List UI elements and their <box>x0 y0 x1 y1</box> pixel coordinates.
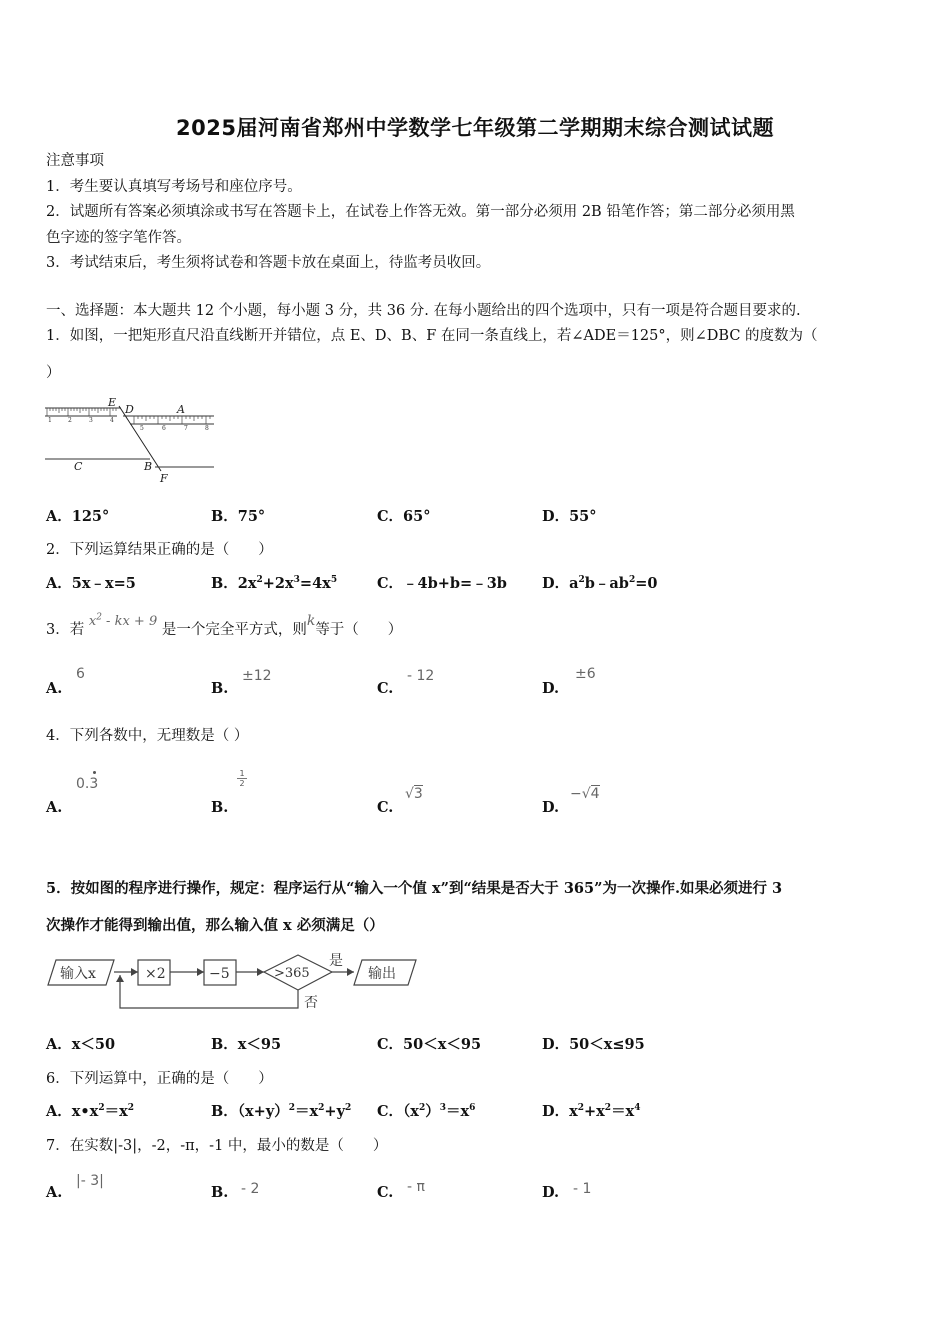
flow-input-text: 输入x <box>60 966 96 982</box>
q1-stem-end: ） <box>46 365 61 381</box>
q4-label-a[interactable]: A. <box>46 799 63 816</box>
label-a: A <box>177 403 185 416</box>
q5-option-c[interactable]: C．50＜x＜95 <box>377 1036 482 1053</box>
q3-label-b[interactable]: B. <box>211 680 229 697</box>
q2-option-c[interactable]: C．﹣4b+b=﹣3b <box>377 575 507 592</box>
q3-label-d[interactable]: D. <box>542 680 560 697</box>
q1-option-c[interactable]: C．65° <box>377 508 431 525</box>
q2-stem: 2．下列运算结果正确的是（ ） <box>46 542 273 558</box>
q5-flowchart <box>46 950 421 1016</box>
q6-option-b[interactable]: B．$(x+y)^2=x^2+y^2$ <box>211 1103 352 1120</box>
q3-value-d: ±6 <box>575 666 596 682</box>
q6-option-c[interactable]: C．$(x^2)^3=x^6$ <box>377 1103 476 1120</box>
q4-stem: 4．下列各数中，无理数是（ ） <box>46 728 249 744</box>
tick-label: 8 <box>205 425 209 432</box>
q6-option-a[interactable]: A．$x•x^2=x^2$ <box>46 1103 134 1120</box>
tick-label: 4 <box>110 417 114 424</box>
q4-label-c[interactable]: C. <box>377 799 394 816</box>
q3-value-c: - 12 <box>407 668 435 684</box>
q3-stem: 3．若 $x^2$ - kx + 9 是一个完全平方式，则k等于（ ） <box>46 612 403 638</box>
notice-item-3: 3．考试结束后，考生须将试卷和答题卡放在桌面上，待监考员收回。 <box>46 255 491 271</box>
page-title: 2025届河南省郑州中学数学七年级第二学期期末综合测试试题 <box>176 116 774 140</box>
notice-heading: 注意事项 <box>46 153 104 169</box>
q7-label-b[interactable]: B. <box>211 1184 229 1201</box>
repeating-dot <box>93 771 96 774</box>
flow-op2-text: −5 <box>209 966 230 982</box>
flow-yes-text: 是 <box>329 953 343 969</box>
flow-op1-text: ×2 <box>145 966 166 982</box>
notice-item-2a: 2．试题所有答案必须填涂或书写在答题卡上，在试卷上作答无效。第一部分必须用 2B 铅笔作答；第二部分必须用黑 <box>46 204 795 220</box>
tick-label: 7 <box>184 425 188 432</box>
q7-value-d: - 1 <box>573 1181 592 1197</box>
q7-stem: 7．在实数|-3|，-2，-π，-1 中，最小的数是（ ） <box>46 1138 388 1154</box>
q7-label-c[interactable]: C. <box>377 1184 394 1201</box>
q4-value-d: −√4 <box>570 786 600 802</box>
q4-value-a: 0.3 <box>76 776 99 792</box>
q7-label-a[interactable]: A. <box>46 1184 63 1201</box>
q7-value-c: - π <box>407 1179 425 1195</box>
label-e: E <box>108 396 117 409</box>
q3-label-a[interactable]: A. <box>46 680 63 697</box>
q1-option-b[interactable]: B．75° <box>211 508 266 525</box>
q2-option-d[interactable]: D．$a^2b﹣ab^2=0$ <box>542 575 658 592</box>
q5-option-d[interactable]: D．50＜x≤95 <box>542 1036 645 1053</box>
q1-option-d[interactable]: D．55° <box>542 508 597 525</box>
q4-value-b-fraction: 1 2 <box>237 769 247 788</box>
q3-expression: $x^2$ - kx + 9 <box>88 612 158 629</box>
q7-value-b: - 2 <box>241 1181 260 1197</box>
q5-option-a[interactable]: A．x＜50 <box>46 1036 116 1053</box>
flow-output-text: 输出 <box>368 966 396 982</box>
q4-label-b[interactable]: B. <box>211 799 229 816</box>
right-ruler-numbers <box>140 425 209 432</box>
tick-label: 1 <box>48 417 52 424</box>
q5-stem-line-2: 次操作才能得到输出值，那么输入值 x 必须满足（） <box>46 917 384 934</box>
q3-value-a: 6 <box>76 666 85 682</box>
tick-label: 6 <box>162 425 166 432</box>
q3-label-c[interactable]: C. <box>377 680 394 697</box>
label-f: F <box>160 472 168 485</box>
q1-stem: 1．如图，一把矩形直尺沿直线断开并错位，点 E、D、B、F 在同一条直线上，若∠ADE＝125°，则∠DBC 的度数为（ <box>46 328 818 344</box>
label-d: D <box>125 403 134 416</box>
q5-option-b[interactable]: B．x＜95 <box>211 1036 282 1053</box>
q7-value-a: |- 3| <box>76 1173 104 1189</box>
section-1-heading: 一、选择题：本大题共 12 个小题，每小题 3 分，共 36 分. 在每小题给出的四个选项中，只有一项是符合题目要求的. <box>46 303 801 319</box>
tick-label: 5 <box>140 425 144 432</box>
q4-label-d[interactable]: D. <box>542 799 560 816</box>
q6-stem: 6．下列运算中，正确的是（ ） <box>46 1071 273 1087</box>
left-ruler-numbers <box>48 417 114 424</box>
q2-option-b[interactable]: B．$2x^2+2x^3=4x^5$ <box>211 575 338 592</box>
notice-item-2b: 色字迹的签字笔作答。 <box>46 230 191 246</box>
q2-option-a[interactable]: A．5x﹣x=5 <box>46 575 136 592</box>
q1-option-a[interactable]: A．125° <box>46 508 110 525</box>
q5-stem-line-1: 5．按如图的程序进行操作，规定：程序运行从“输入一个值 x”到“结果是否大于 365”为一次操作.如果必须进行 3 <box>46 880 783 897</box>
q4-value-c: √3 <box>405 786 423 802</box>
label-b: B <box>144 460 153 473</box>
right-ruler-ticks <box>134 416 210 424</box>
q1-ruler-figure <box>44 396 219 486</box>
q3-value-b: ±12 <box>242 668 272 684</box>
left-ruler-ticks <box>47 408 116 416</box>
flow-cond-text: >365 <box>274 966 310 981</box>
tick-label: 3 <box>89 417 93 424</box>
label-c: C <box>74 460 83 473</box>
tick-label: 2 <box>68 417 72 424</box>
notice-item-1: 1．考生要认真填写考场号和座位序号。 <box>46 179 302 195</box>
flow-no-text: 否 <box>304 995 318 1011</box>
q7-label-d[interactable]: D. <box>542 1184 560 1201</box>
q6-option-d[interactable]: D．$x^2+x^2=x^4$ <box>542 1103 641 1120</box>
